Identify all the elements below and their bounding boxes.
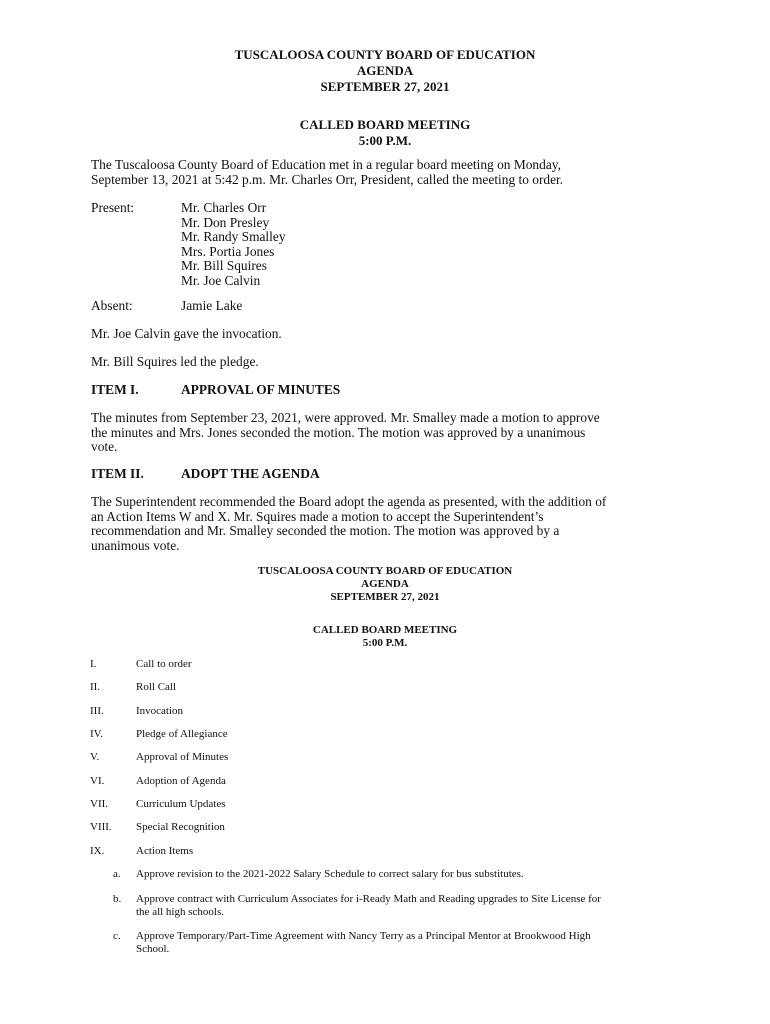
header-line: SEPTEMBER 27, 2021 (330, 591, 440, 603)
subheader-line: CALLED BOARD MEETING (299, 117, 471, 132)
paragraph-line: an Action Items W and X. Mr. Squires made a motion to accept the Superintendent’s (91, 508, 544, 524)
agenda-item-number: III. (90, 705, 104, 717)
action-item-text (136, 893, 696, 919)
item2-number: ITEM II. (91, 466, 144, 481)
action-item-line: Approve revision to the 2021-2022 Salary Schedule to correct salary for bus substitutes. (136, 868, 524, 880)
agenda-item-text: Roll Call (136, 681, 177, 693)
member-name: Mr. Charles Orr (181, 200, 267, 215)
invocation-text: Mr. Joe Calvin gave the invocation. (91, 326, 282, 341)
action-item-text (136, 930, 696, 956)
action-item-line: School. (136, 943, 170, 955)
subheader-line: 5:00 P.M. (362, 637, 408, 649)
subheader-line: CALLED BOARD MEETING (312, 624, 458, 636)
item1-paragraph (91, 411, 691, 455)
absent-name: Jamie Lake (181, 298, 243, 313)
header-line: AGENDA (356, 63, 414, 78)
absent-label: Absent: (91, 298, 133, 313)
agenda-item-text: Invocation (136, 705, 184, 717)
agenda-item-number: VI. (90, 775, 105, 787)
pledge-text: Mr. Bill Squires led the pledge. (91, 354, 259, 369)
member-name: Mr. Bill Squires (181, 258, 267, 274)
agenda-item-number: VII. (90, 798, 109, 810)
subheader-line: 5:00 P.M. (358, 133, 412, 148)
item2-title: ADOPT THE AGENDA (181, 466, 320, 481)
paragraph-line: The Superintendent recommended the Board adopt the agenda as presented, with the addition of (91, 494, 607, 509)
agenda-item-text: Curriculum Updates (136, 798, 226, 810)
agenda-item-text: Special Recognition (136, 821, 225, 833)
action-item-letter: a. (113, 868, 121, 880)
header-line: SEPTEMBER 27, 2021 (320, 79, 450, 94)
item2-paragraph (91, 495, 701, 553)
action-item-line: Approve contract with Curriculum Associates for i-Ready Math and Reading upgrades to Site License for (136, 893, 601, 905)
agenda-item-number: IX. (90, 845, 105, 857)
member-name: Mr. Joe Calvin (181, 272, 261, 288)
agenda-item-text: Adoption of Agenda (136, 775, 226, 787)
present-label: Present: (91, 200, 135, 215)
paragraph-line: recommendation and Mr. Smalley seconded the motion. The motion was approved by a (91, 523, 560, 539)
agenda-item-number: VIII. (90, 821, 112, 833)
member-name: Mrs. Portia Jones (181, 243, 275, 259)
agenda-item-text: Approval of Minutes (136, 751, 229, 763)
agenda-item-text: Call to order (136, 658, 192, 670)
agenda-item-text: Pledge of Allegiance (136, 728, 228, 740)
agenda-item-number: I. (90, 658, 97, 670)
intro-line: September 13, 2021 at 5:42 p.m. Mr. Charles Orr, President, called the meeting to order. (91, 171, 564, 187)
paragraph-line: vote. (91, 439, 118, 455)
agenda-subheader (0, 624, 770, 650)
agenda-item-number: II. (90, 681, 101, 693)
header-line: TUSCALOOSA COUNTY BOARD OF EDUCATION (234, 47, 536, 62)
header-line: TUSCALOOSA COUNTY BOARD OF EDUCATION (257, 565, 513, 577)
member-name: Mr. Randy Smalley (181, 229, 286, 245)
action-item-line: the all high schools. (136, 906, 224, 918)
minutes-subheader (0, 117, 770, 149)
action-item-line: Approve Temporary/Part-Time Agreement with Nancy Terry as a Principal Mentor at Brookwood High (136, 930, 591, 942)
agenda-item-number: V. (90, 751, 100, 763)
action-item-letter: c. (113, 930, 121, 942)
paragraph-line: the minutes and Mrs. Jones seconded the motion. The motion was approved by a unanimous (91, 424, 586, 440)
paragraph-line: unanimous vote. (91, 537, 180, 553)
member-name: Mr. Don Presley (181, 214, 270, 230)
intro-paragraph (91, 158, 691, 187)
present-list (181, 201, 481, 289)
agenda-item-text: Action Items (136, 845, 194, 857)
minutes-header (0, 47, 770, 95)
agenda-header (0, 565, 770, 604)
agenda-item-number: IV. (90, 728, 103, 740)
item1-number: ITEM I. (91, 382, 139, 397)
intro-line: The Tuscaloosa County Board of Education met in a regular board meeting on Monday, (91, 157, 561, 172)
paragraph-line: The minutes from September 23, 2021, were approved. Mr. Smalley made a motion to approve (91, 410, 600, 425)
header-line: AGENDA (361, 578, 409, 590)
action-item-letter: b. (113, 893, 122, 905)
action-item-text (136, 868, 696, 881)
item1-title: APPROVAL OF MINUTES (181, 382, 341, 397)
